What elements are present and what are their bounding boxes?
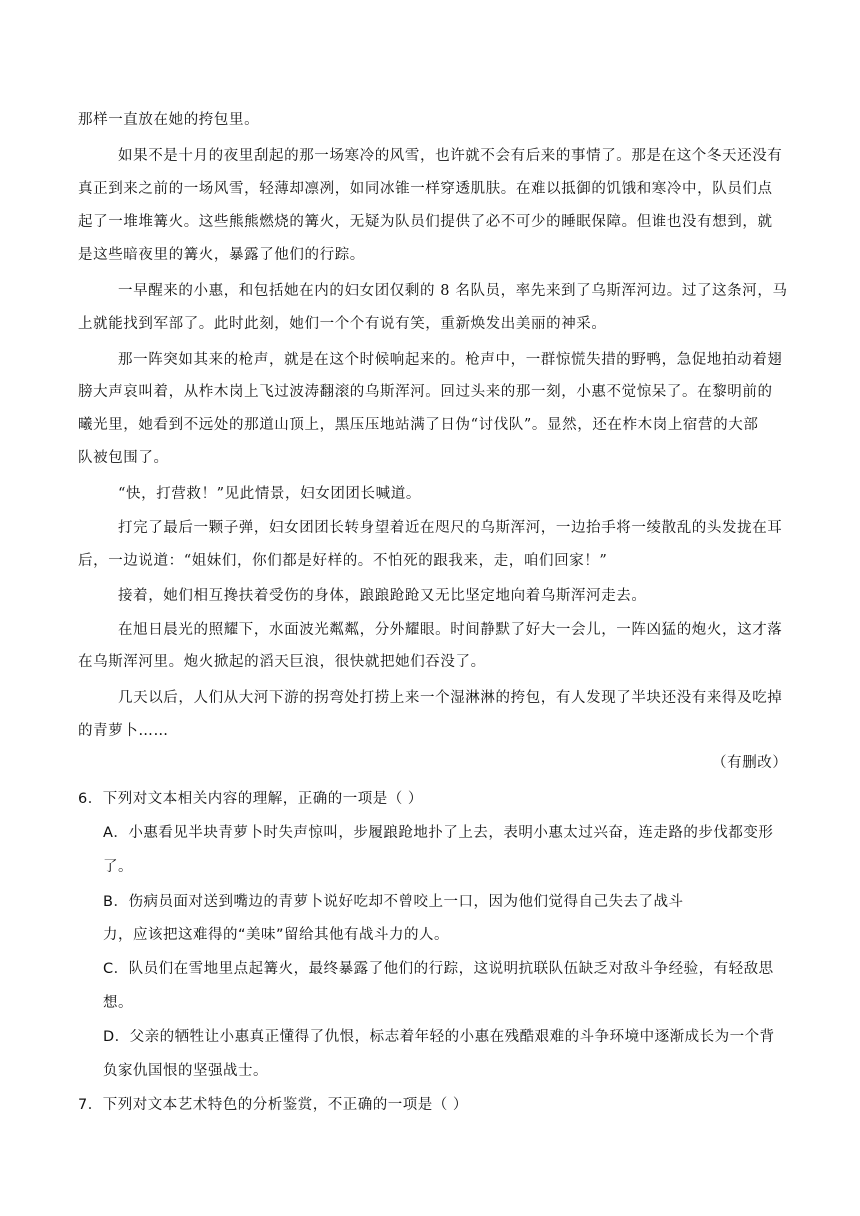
- passage-line: 几天以后，人们从大河下游的拐弯处打捞上来一个湿淋淋的挎包，有人发现了半块还没有来得及吃掉: [118, 690, 783, 706]
- passage-line: 真正到来之前的一场风雪，轻薄却凛冽，如同冰锥一样穿透肌肤。在难以抵御的饥饿和寒冷中，队员们点: [78, 181, 773, 197]
- passage-line: 在旭日晨光的照耀下，水面波光粼粼，分外耀眼。时间静默了好大一会儿，一阵凶猛的炮火，这才落: [118, 622, 783, 638]
- passage-line: 那一阵突如其来的枪声，就是在这个时候响起来的。枪声中，一群惊慌失措的野鸭，急促地拍动着翅: [118, 352, 783, 368]
- passage-line: 起了一堆堆篝火。这些熊熊燃烧的篝火，无疑为队员们提供了必不可少的睡眠保障。但谁也没有想到，就: [78, 214, 773, 230]
- passage-line: 的青萝卜……: [78, 723, 169, 739]
- question-6-option-c: 想。: [103, 995, 133, 1011]
- question-6-option-d: 负家仇国恨的坚强战士。: [103, 1063, 268, 1079]
- passage-line: “快，打营救！”见此情景，妇女团团长喊道。: [118, 486, 421, 502]
- passage-line: 一早醒来的小惠，和包括她在内的妇女团仅剩的 8 名队员，率先来到了乌斯浑河边。过了这条河，马: [118, 283, 788, 299]
- source-note: （有删改）: [712, 755, 788, 771]
- passage-line: 在乌斯浑河里。炮火掀起的滔天巨浪，很快就把她们吞没了。: [78, 654, 486, 670]
- passage-line: 曦光里，她看到不远处的那道山顶上，黑压压地站满了日伪“讨伐队”。显然，还在柞木岗上宿营的大部: [78, 417, 759, 433]
- passage-line: 打完了最后一颗子弹，妇女团团长转身望着近在咫尺的乌斯浑河，一边抬手将一绫散乱的头发拢在耳: [118, 520, 783, 536]
- passage-line: 如果不是十月的夜里刮起的那一场寒冷的风雪，也许就不会有后来的事情了。那是在这个冬天还没有: [118, 148, 783, 164]
- question-7-stem: 7．下列对文本艺术特色的分析鉴赏，不正确的一项是（ ）: [78, 1097, 468, 1113]
- passage-line: 那样一直放在她的挎包里。: [78, 112, 260, 128]
- passage-line: 膀大声哀叫着，从柞木岗上飞过波涛翻滚的乌斯浑河。回过头来的那一刻，小惠不觉惊呆了。在黎明前的: [78, 384, 773, 400]
- question-6-option-b: B．伤病员面对送到嘴边的青萝卜说好吃却不曾咬上一口，因为他们觉得自己失去了战斗: [103, 894, 684, 910]
- question-6-option-d: D．父亲的牺牲让小惠真正懂得了仇恨，标志着年轻的小惠在残酷艰难的斗争环境中逐渐成长为一个背: [103, 1029, 775, 1045]
- question-6-stem: 6．下列对文本相关内容的理解，正确的一项是（ ）: [78, 791, 423, 807]
- passage-line: 后，一边说道：“姐妹们，你们都是好样的。不怕死的跟我来，走，咱们回家！”: [78, 553, 608, 569]
- question-6-option-c: C．队员们在雪地里点起篝火，最终暴露了他们的行踪，这说明抗联队伍缺乏对敌斗争经验，有轻敌思: [103, 961, 774, 977]
- question-6-option-a: 了。: [103, 859, 133, 875]
- passage-line: 上就能找到军部了。此时此刻，她们一个个有说有笑，重新焕发出美丽的神采。: [78, 316, 607, 332]
- passage-line: 是这些暗夜里的篝火，暴露了他们的行踪。: [78, 247, 365, 263]
- passage-line: 队被包围了。: [78, 450, 169, 466]
- passage-line: 接着，她们相互搀扶着受伤的身体，踉踉跄跄又无比坚定地向着乌斯浑河走去。: [118, 588, 647, 604]
- question-6-option-a: A．小惠看见半块青萝卜时失声惊叫，步履踉跄地扑了上去，表明小惠太过兴奋，连走路的步伐都变形: [103, 825, 774, 841]
- question-6-option-b: 力，应该把这难得的“美味”留给其他有战斗力的人。: [103, 927, 450, 943]
